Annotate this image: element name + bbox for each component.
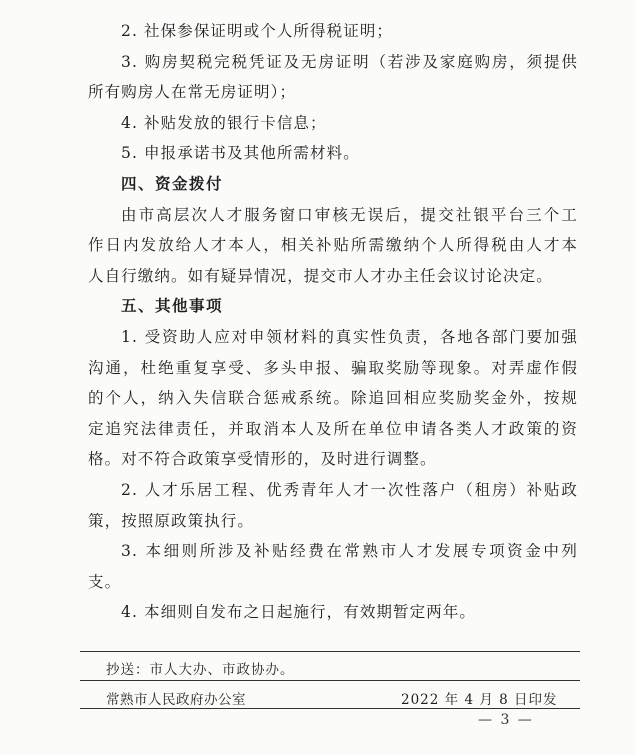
footer-top-rule [80, 651, 580, 652]
paragraph-line: 定追究法律责任，并取消本人及所在单位申请各类人才政策的资 [88, 419, 578, 438]
footer-bottom-rule [80, 708, 580, 709]
paragraph-line: 人自行缴纳。如有疑异情况，提交市人才办主任会议讨论决定。 [88, 266, 553, 285]
list-item-3: 3. 购房契税完税凭证及无房证明（若涉及家庭购房，须提供 [121, 52, 578, 71]
issue-date: 2022 年 4 月 8 日印发 [401, 692, 558, 708]
list-item-4: 4. 补贴发放的银行卡信息； [121, 113, 327, 132]
paragraph-line: 由市高层次人才服务窗口审核无误后，提交社银平台三个工 [121, 205, 578, 224]
paragraph-line: 的个人，纳入失信联合惩戒系统。除追回相应奖励奖金外，按规 [88, 389, 578, 408]
issuer-name: 常熟市人民政府办公室 [106, 692, 246, 708]
section-heading-other-matters: 五、其他事项 [121, 297, 224, 316]
document-body [88, 16, 578, 628]
footer-middle-rule [80, 680, 580, 681]
cc-line: 抄送：市人大办、市政协办。 [106, 662, 295, 678]
paragraph-line: 格。对不符合政策享受情形的，及时进行调整。 [88, 450, 437, 469]
paragraph-line: 2. 人才乐居工程、优秀青年人才一次性落户（租房）补贴政 [121, 480, 578, 499]
paragraph-line: 4. 本细则自发布之日起施行，有效期暂定两年。 [121, 603, 477, 622]
page-number: — 3 — [478, 712, 534, 728]
paragraph-line: 策，按照原政策执行。 [88, 511, 255, 530]
list-item-5: 5. 申报承诺书及其他所需材料。 [121, 144, 360, 163]
paragraph-line: 3. 本细则所涉及补贴经费在常熟市人才发展专项资金中列 [121, 542, 578, 561]
list-item-3-continued: 所有购房人在常无房证明）； [88, 83, 297, 102]
list-item-2: 2. 社保参保证明或个人所得税证明； [121, 22, 394, 40]
section-heading-funding: 四、资金拨付 [121, 174, 224, 193]
paragraph-line: 沟通，杜绝重复享受、多头申报、骗取奖励等现象。对弄虚作假 [88, 358, 578, 377]
paragraph-line: 1. 受资助人应对申领材料的真实性负责，各地各部门要加强 [121, 327, 578, 346]
paragraph-line: 支。 [88, 572, 122, 591]
paragraph-line: 作日内发放给人才本人，相关补贴所需缴纳个人所得税由人才本 [88, 236, 578, 255]
